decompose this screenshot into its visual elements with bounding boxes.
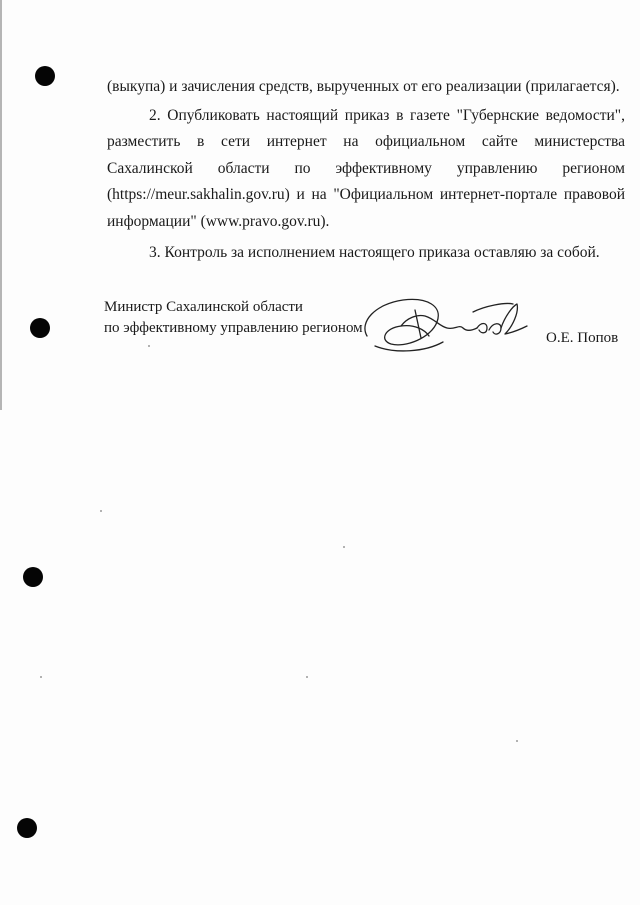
signatory-title-line-2: по эффективному управлению регионом (104, 320, 363, 336)
punch-hole-4 (17, 818, 37, 838)
paragraph-3-control: 3. Контроль за исполнением настоящего приказа оставляю за собой. (149, 243, 600, 261)
scan-speck (40, 676, 42, 678)
paragraph-1-continuation: (выкупа) и зачисления средств, вырученных от его реализации (прилагается). (107, 77, 620, 95)
signatory-name: О.Е. Попов (546, 330, 619, 346)
scan-speck (516, 740, 518, 742)
punch-hole-3 (23, 567, 43, 587)
scan-speck (306, 676, 308, 678)
signatory-title (104, 297, 363, 339)
scan-speck (343, 546, 345, 548)
punch-hole-2 (30, 318, 50, 338)
signatory-title-line-1: Министр Сахалинской области (104, 299, 303, 315)
scan-speck (148, 345, 150, 347)
punch-hole-1 (35, 66, 55, 86)
scan-speck (100, 510, 102, 512)
paragraph-2-publication: 2. Опубликовать настоящий приказ в газете "Губернские ведомости", разместить в сети интернет на официальном сайте министерства Сахалинской области по эффективному управлению регионом (https://meur.sakhalin.gov.ru) и на "Официальном интернет-портале правовой информации" (www.pravo.gov.ru). (107, 106, 625, 230)
handwritten-signature (355, 292, 535, 362)
scan-edge-shadow (0, 0, 2, 410)
